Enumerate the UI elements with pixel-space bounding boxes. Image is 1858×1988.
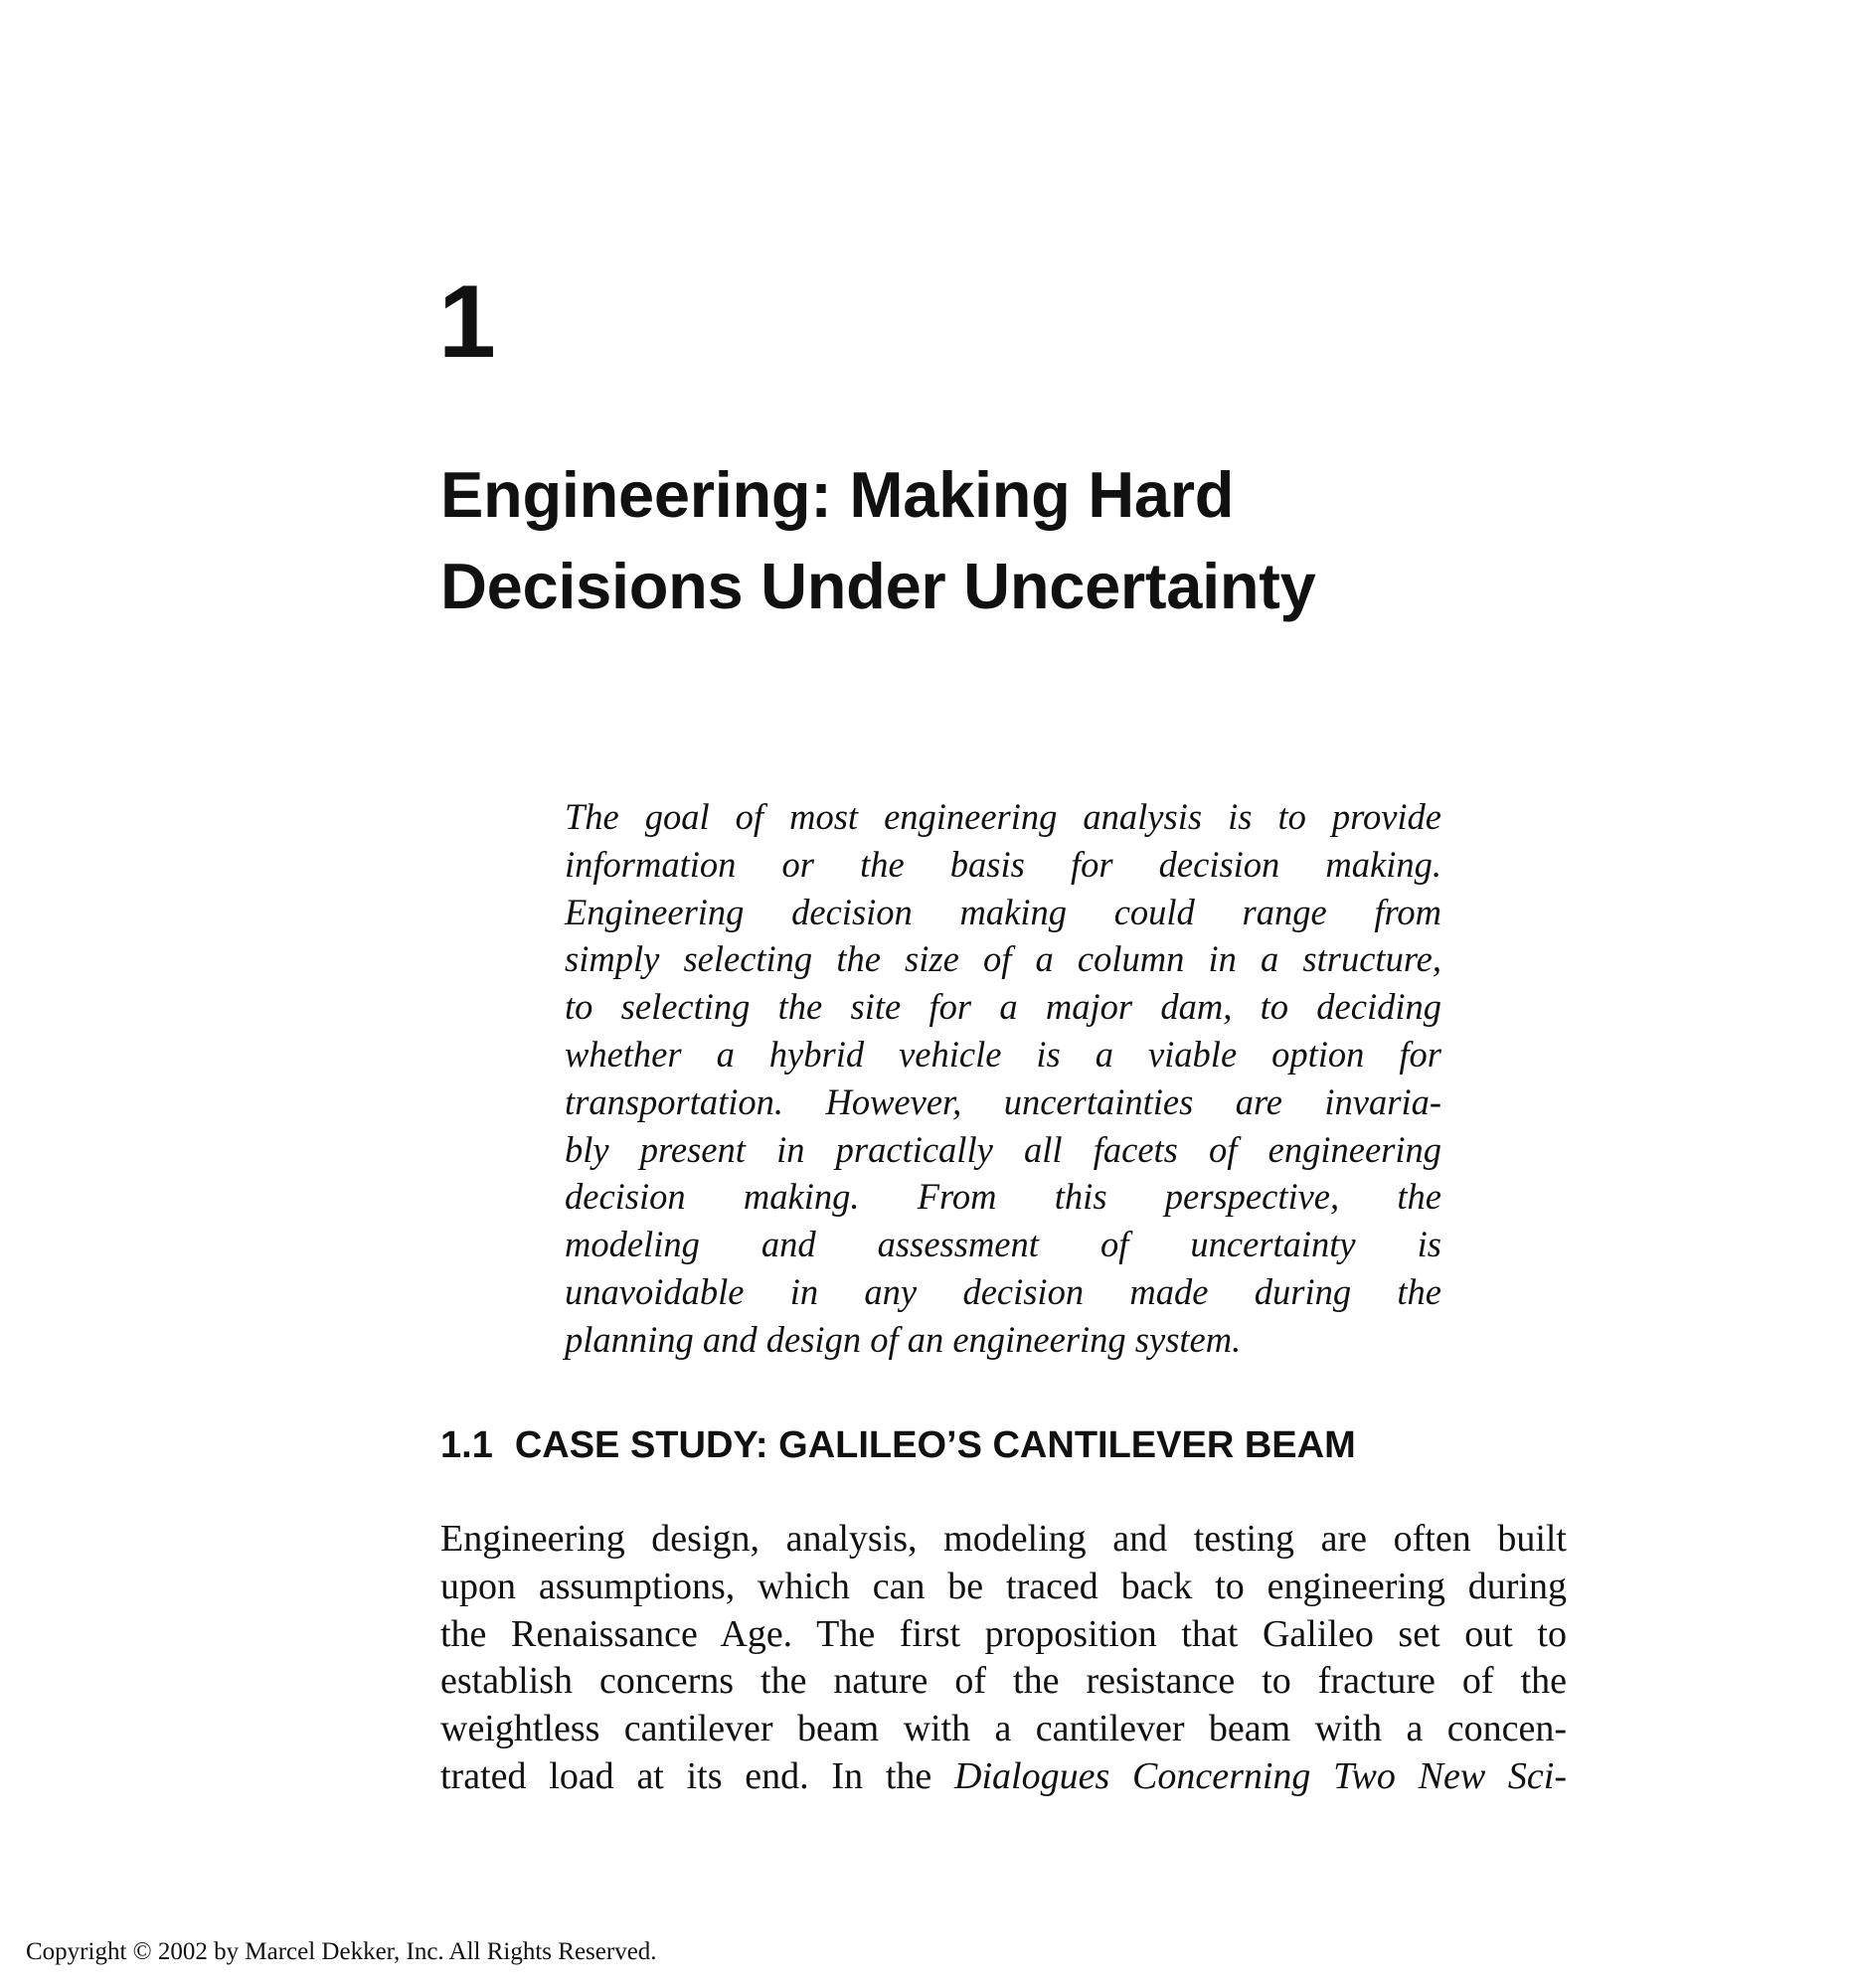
abstract-line: decision making. From this perspective, the <box>565 1176 1441 1218</box>
section-number: 1.1 <box>440 1424 493 1466</box>
abstract-line: The goal of most engineering analysis is to provide <box>565 796 1441 837</box>
abstract-line: planning and design of an engineering system. <box>565 1318 1242 1360</box>
abstract-line: bly present in practically all facets of engineering <box>565 1128 1441 1170</box>
abstract-line: unavoidable in any decision made during the <box>565 1270 1441 1312</box>
abstract-line: transportation. However, uncertainties are invaria- <box>565 1080 1441 1122</box>
abstract-line: Engineering decision making could range from <box>565 891 1441 932</box>
chapter-abstract <box>565 793 1441 1364</box>
copyright-notice: Copyright © 2002 by Marcel Dekker, Inc. All Rights Reserved. <box>26 1938 657 1965</box>
body-line: establish concerns the nature of the resistance to fracture of the <box>440 1660 1567 1703</box>
body-line: the Renaissance Age. The first proposition that Galileo set out to <box>440 1612 1567 1655</box>
chapter-title-line: Engineering: Making Hard <box>440 458 1235 531</box>
book-title-italic: Dialogues Concerning Two New Sci- <box>954 1754 1568 1797</box>
section-title: CASE STUDY: GALILEO’S CANTILEVER BEAM <box>514 1424 1356 1466</box>
chapter-number: 1 <box>438 264 496 380</box>
body-line <box>440 1753 1567 1801</box>
abstract-line: to selecting the site for a major dam, to deciding <box>565 986 1441 1028</box>
body-line-text: trated load at its end. In the <box>440 1754 955 1797</box>
section-heading <box>440 1423 1356 1469</box>
body-line: upon assumptions, which can be traced back to engineering during <box>440 1565 1567 1607</box>
abstract-line: simply selecting the size of a column in a structure, <box>565 938 1441 980</box>
body-paragraph <box>440 1516 1567 1801</box>
abstract-line: modeling and assessment of uncertainty is <box>565 1224 1441 1265</box>
abstract-line: whether a hybrid vehicle is a viable option for <box>565 1033 1441 1075</box>
abstract-line: information or the basis for decision making. <box>565 843 1441 885</box>
body-line: Engineering design, analysis, modeling and testing are often built <box>440 1518 1567 1560</box>
body-line: weightless cantilever beam with a cantilever beam with a concen- <box>440 1708 1567 1750</box>
chapter-title-line: Decisions Under Uncertainty <box>440 550 1316 622</box>
chapter-title <box>440 449 1633 632</box>
